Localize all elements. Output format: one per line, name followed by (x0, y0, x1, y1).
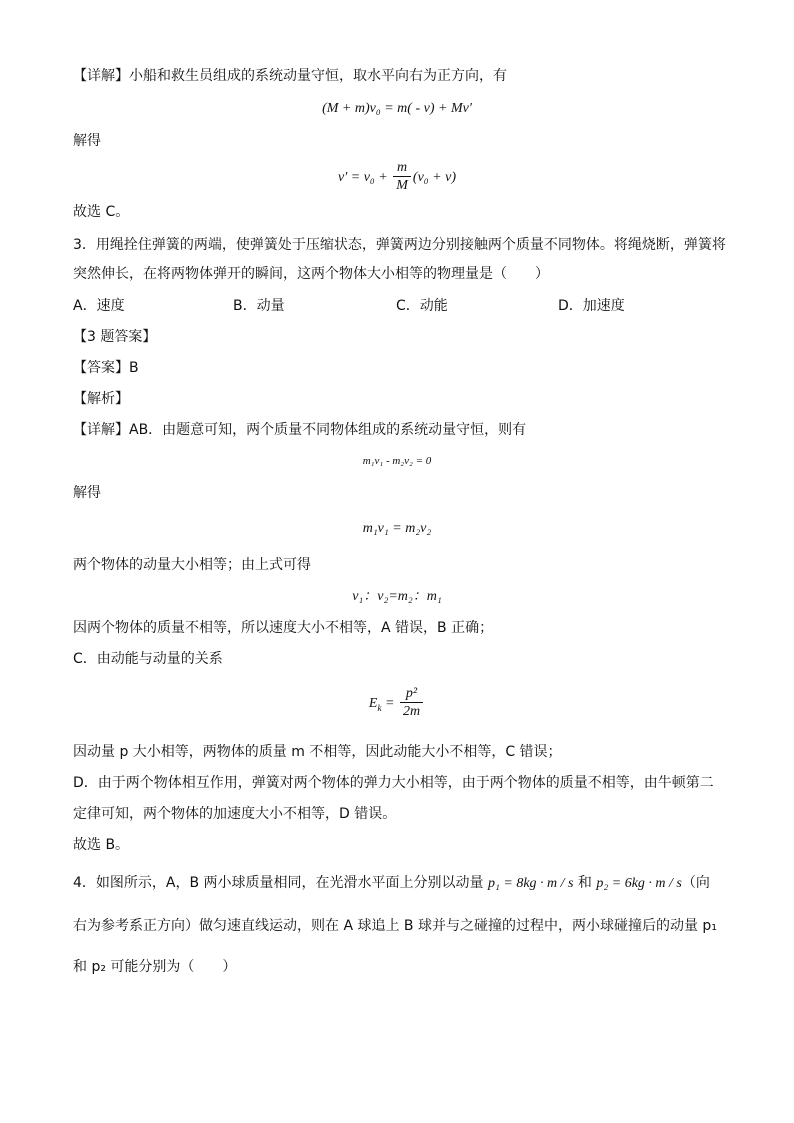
q4-and: 和 (573, 875, 597, 891)
q3-d-line-2: 定律可知，两个物体的加速度大小不相等，D 错误。 (73, 806, 397, 822)
q3-solve-label: 解得 (73, 485, 101, 501)
q3-equation-momentum: m₁v₁ = m₂v₂ (362, 521, 432, 536)
q4-line-1-end: （向 (681, 875, 710, 891)
q4-p1-equation: p₁ = 8kg · m / s (488, 876, 574, 891)
q3-d-line-1: D．由于两个物体相互作用，弹簧对两个物体的弹力大小相等，由于两个物体的质量不相等，由牛顿第二 (73, 775, 714, 791)
q3-ek-fraction (400, 686, 423, 721)
q3-c-conclusion: 因动量 p 大小相等，两物体的质量 m 不相等，因此动能大小不相等，C 错误； (73, 744, 562, 760)
q3-options (73, 296, 723, 316)
q2-equation-2 (0, 160, 794, 196)
q4-line-2: 右为参考系正方向）做匀速直线运动，则在 A 球追上 B 球并与之碰撞的过程中，两小球碰撞后的动量 p₁ (73, 918, 717, 934)
q3-stem-line-2: 突然伸长，在将两物体弹开的瞬间，这两个物体大小相等的物理量是（ ） (73, 266, 549, 282)
q3-option-c: C．动能 (396, 298, 448, 314)
q2-solve-label: 解得 (73, 133, 101, 149)
q3-equation-small: m₁v₁ - m₂v₂ = 0 (362, 455, 432, 467)
q3-option-a: A．速度 (73, 298, 125, 314)
q3-analysis-label: 【解析】 (73, 391, 129, 407)
q3-ek-symbol: E (368, 696, 378, 711)
q3-momentum-equal: 两个物体的动量大小相等；由上式可得 (73, 557, 311, 573)
q4-p2-equation: p₂ = 6kg · m / s (596, 876, 682, 891)
q3-c-intro: C．由动能与动量的关系 (73, 651, 223, 667)
q3-equation-ek (0, 684, 794, 728)
q4-line-3: 和 p₂ 可能分别为（ ） (73, 959, 237, 975)
q3-ek-denominator: 2m (402, 704, 421, 720)
q2-eq2-left: v′ = v₀ + (337, 170, 392, 185)
q3-stem-line-1: 3．用绳拴住弹簧的两端，使弹簧处于压缩状态，弹簧两边分别接触两个质量不同物体。将绳烧断，弹簧将 (73, 237, 726, 253)
q3-detail: 【详解】AB．由题意可知，两个质量不同物体组成的系统动量守恒，则有 (73, 422, 527, 438)
q2-eq2-fraction (393, 160, 411, 195)
q2-equation-1: (M + m)v₀ = m( - v) + Mv′ (322, 101, 472, 116)
q4-line-1-text: 4．如图所示，A，B 两小球质量相同，在光滑水平面上分别以动量 (73, 875, 488, 891)
q4-line-1 (73, 873, 710, 894)
q2-eq2-denominator: M (396, 178, 408, 194)
q3-conclusion: 故选 B。 (73, 837, 130, 853)
q2-detail-text: 【详解】小船和救生员组成的系统动量守恒，取水平向右为正方向，有 (73, 68, 507, 84)
q3-ek-numerator: p² (400, 686, 423, 703)
q2-eq2-numerator: m (393, 160, 411, 177)
q3-answer-header: 【3 题答案】 (73, 329, 157, 345)
q2-conclusion: 故选 C。 (73, 204, 130, 220)
q3-option-d: D．加速度 (558, 298, 625, 314)
q3-answer: 【答案】B (73, 360, 139, 376)
q3-option-b: B．动量 (233, 298, 285, 314)
q2-eq2-right: (v₀ + v) (412, 170, 456, 185)
q3-equation-ratio: v₁：v₂=m₂：m₁ (352, 589, 442, 604)
q3-ab-conclusion: 因两个物体的质量不相等，所以速度大小不相等，A 错误，B 正确； (73, 620, 494, 636)
q3-ek-subscript: k (377, 702, 382, 713)
q3-ek-equals: = (381, 696, 398, 711)
